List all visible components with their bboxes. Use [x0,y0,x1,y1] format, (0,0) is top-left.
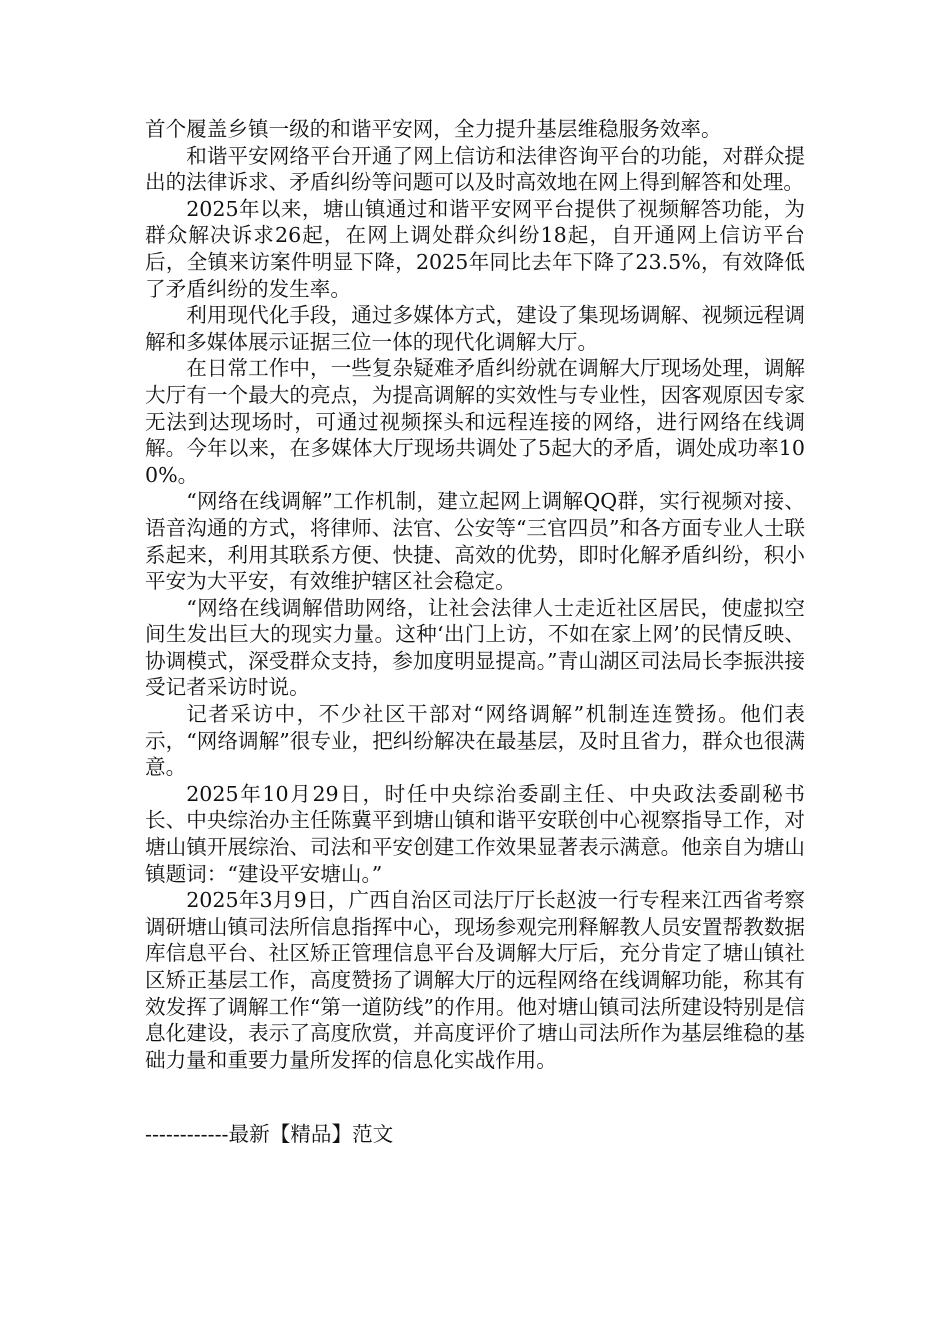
paragraph-daily-work: 在日常工作中，一些复杂疑难矛盾纠纷就在调解大厅现场处理，调解大厅有一个最大的亮点，为提高调解的实效性与专业性，因客观原因专家无法到达现场时，可通过视频探头和远程连接的网络，进行网络在线调解。今年以来，在多媒体大厅现场共调处了5起大的矛盾，调处成功率100%。 [145,356,805,487]
paragraph-continuation: 首个履盖乡镇一级的和谐平安网，全力提升基层维稳服务效率。 [145,117,722,141]
paragraph-inspection-oct: 2025年10月29日，时任中央综治委副主任、中央政法委副秘书长、中央综治办主任陈冀平到塘山镇和谐平安联创中心视察指导工作，对塘山镇开展综治、司法和平安创建工作效果显著表示满意。他亲自为塘山镇题词：“建设平安塘山。” [145,781,805,886]
paragraph-reporter-interview: 记者采访中，不少社区干部对“网络调解”机制连连赞扬。他们表示，“网络调解”很专业，把纠纷解决在最基层，及时且省力，群众也很满意。 [145,702,805,780]
paragraph-platform-functions: 和谐平安网络平台开通了网上信访和法律咨询平台的功能，对群众提出的法律诉求、矛盾纠纷等问题可以及时高效地在网上得到解答和处理。 [145,143,805,195]
paragraph-quote: “网络在线调解借助网络，让社会法律人士走近社区居民，使虚拟空间生发出巨大的现实力量。这种‘出门上访，不如在家上网’的民情反映、协调模式，深受群众支持，参加度明显提高。”青山湖区司法局长李振洪接受记者采访时说。 [145,595,805,700]
footer-label: ------------最新【精品】范文 [145,1122,394,1146]
paragraph-2025-results: 2025年以来，塘山镇通过和谐平安网平台提供了视频解答功能，为群众解决诉求26起，在网上调处群众纠纷18起，自开通网上信访平台后，全镇来访案件明显下降，2025年同比去年下降了23.5%，有效降低了矛盾纠纷的发生率。 [145,196,805,301]
paragraph-online-mechanism: “网络在线调解”工作机制，建立起网上调解QQ群，实行视频对接、语音沟通的方式，将律师、法官、公安等“三官四员”和各方面专业人士联系起来，利用其联系方便、快捷、高效的优势，即时化解矛盾纠纷，积小平安为大平安，有效维护辖区社会稳定。 [145,489,805,594]
document-body [145,116,805,1073]
paragraph-multimedia-hall: 利用现代化手段，通过多媒体方式，建设了集现场调解、视频远程调解和多媒体展示证据三位一体的现代化调解大厅。 [145,303,805,354]
paragraph-inspection-mar: 2025年3月9日，广西自治区司法厅厅长赵波一行专程来江西省考察调研塘山镇司法所信息指挥中心，现场参观完刑释解教人员安置帮教数据库信息平台、社区矫正管理信息平台及调解大厅后，充分肯定了塘山镇社区矫正基层工作，高度赞扬了调解大厅的远程网络在线调解功能，称其有效发挥了调解工作“第一道防线”的作用。他对塘山镇司法所建设特别是信息化建设，表示了高度欣赏，并高度评价了塘山司法所作为基层维稳的基础力量和重要力量所发挥的信息化实战作用。 [145,888,805,1072]
